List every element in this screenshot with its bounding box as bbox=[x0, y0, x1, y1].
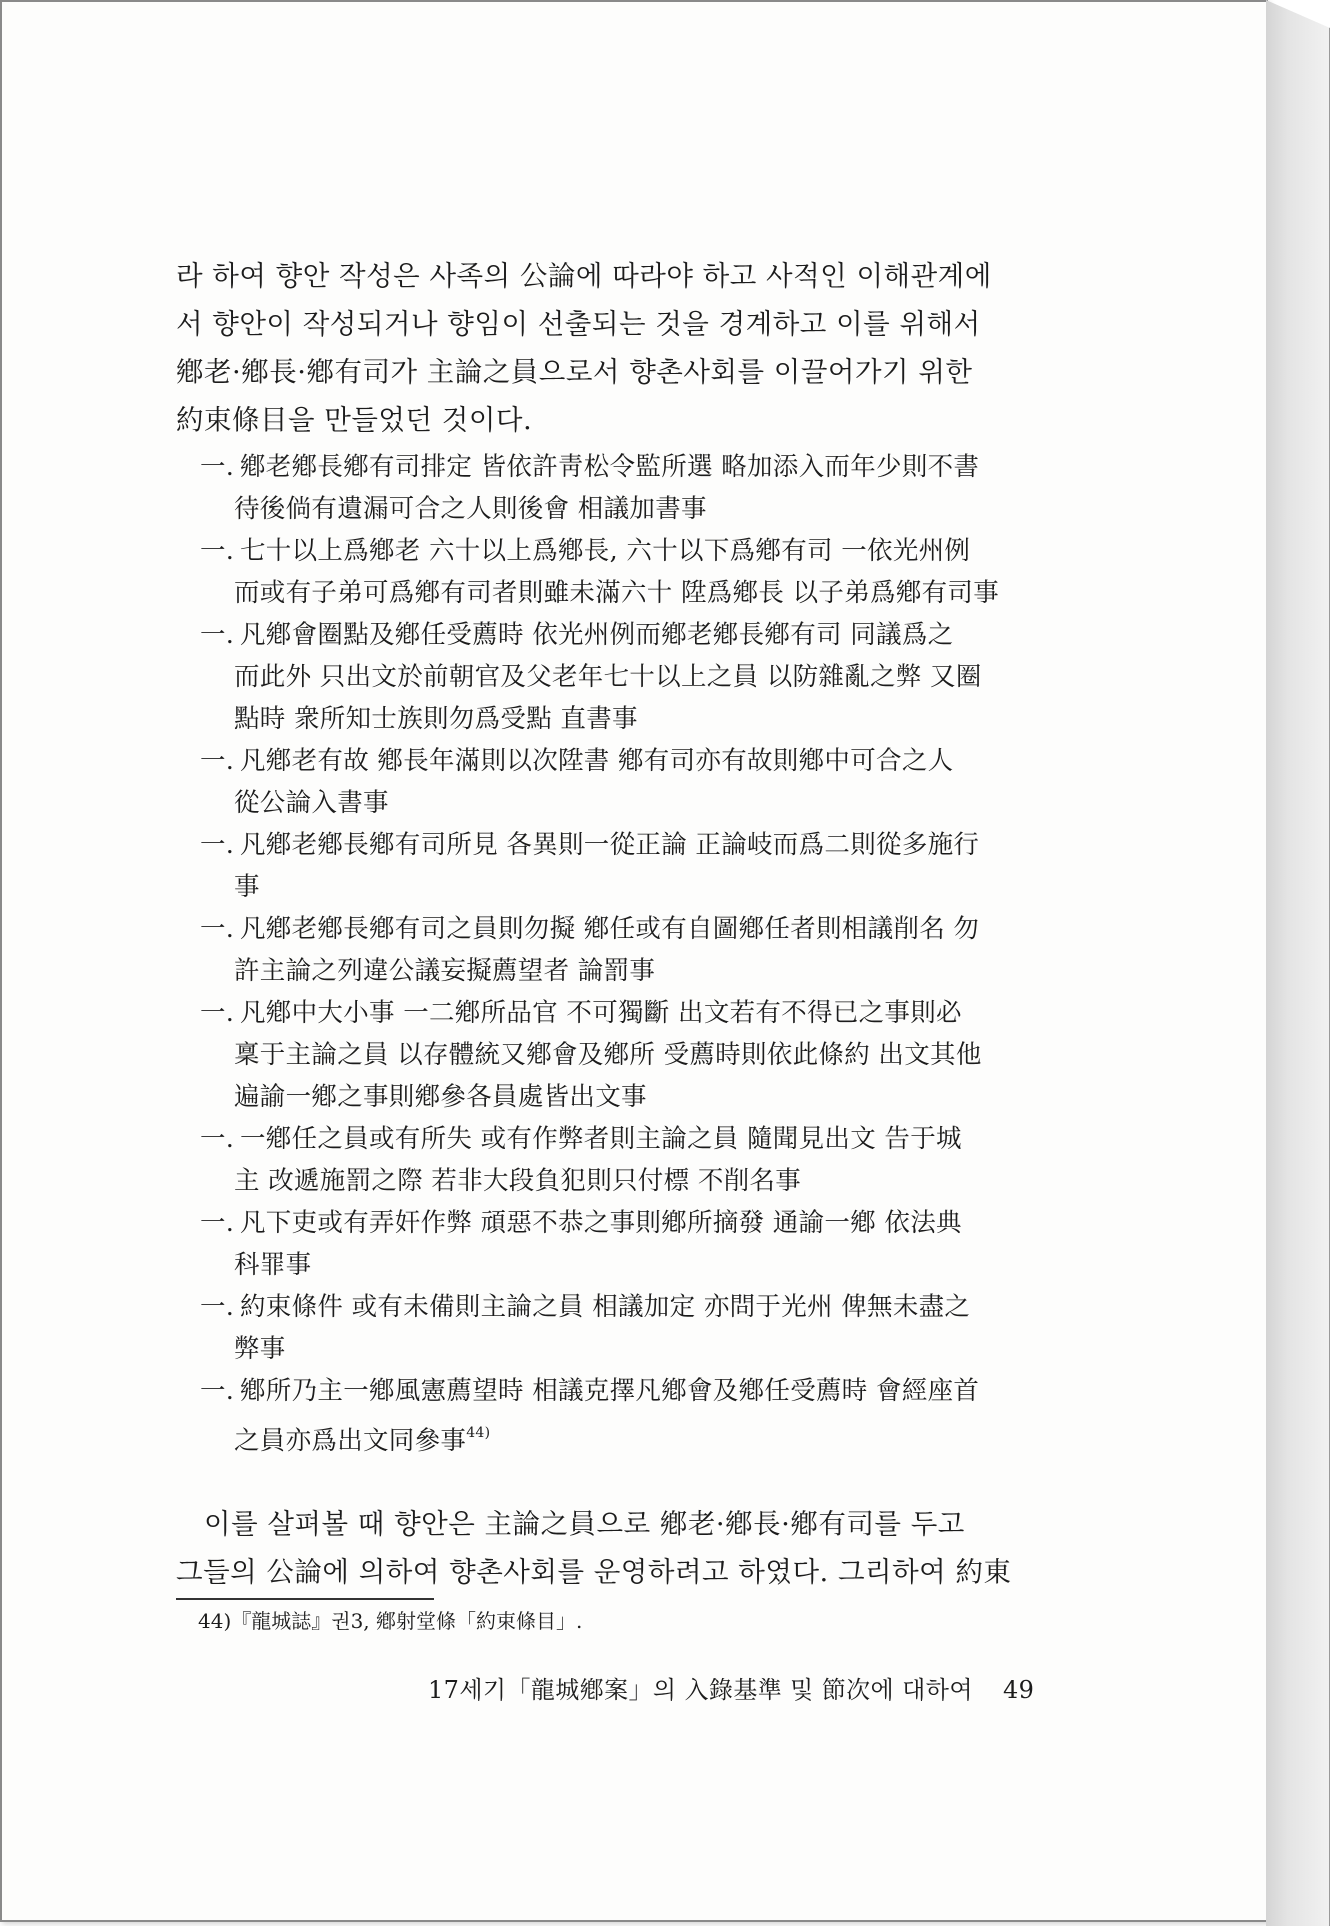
closing-paragraph bbox=[176, 1500, 1064, 1596]
article-text: 凡鄕老鄕長鄕有司之員則勿擬 鄕任或有自圖鄕任者則相議削名 勿 bbox=[240, 914, 980, 944]
article-text: 一鄕任之員或有所失 或有作弊者則主論之員 隨聞見出文 告于城 bbox=[240, 1124, 962, 1154]
article-text: 凡下吏或有弄奸作弊 頑惡不恭之事則鄕所摘發 通諭一鄕 依法典 bbox=[240, 1208, 962, 1238]
article-text: 從公論入書事 bbox=[234, 788, 389, 818]
article-item bbox=[200, 530, 1070, 614]
article-line bbox=[200, 698, 1070, 740]
article-line bbox=[200, 740, 1070, 782]
article-line bbox=[200, 530, 1070, 572]
article-text: 弊事 bbox=[234, 1334, 286, 1364]
article-item bbox=[200, 1202, 1070, 1286]
article-item bbox=[200, 908, 1070, 992]
article-bullet: 一. bbox=[200, 1292, 235, 1322]
intro-line: 서 향안이 작성되거나 향임이 선출되는 것을 경계하고 이를 위해서 bbox=[176, 308, 981, 340]
article-text: 點時 衆所知士族則勿爲受點 直書事 bbox=[234, 704, 638, 734]
article-bullet: 一. bbox=[200, 830, 235, 860]
article-line bbox=[200, 992, 1070, 1034]
footnote-divider bbox=[176, 1598, 434, 1600]
running-footer bbox=[428, 1672, 1034, 1708]
article-item bbox=[200, 614, 1070, 740]
article-line bbox=[200, 950, 1070, 992]
intro-line: 鄕老·鄕長·鄕有司가 主論之員으로서 향촌사회를 이끌어가기 위한 bbox=[176, 356, 973, 388]
article-line bbox=[200, 1034, 1070, 1076]
article-bullet: 一. bbox=[200, 536, 235, 566]
article-line bbox=[200, 1076, 1070, 1118]
article-text: 七十以上爲鄕老 六十以上爲鄕長, 六十以下爲鄕有司 一依光州例 bbox=[240, 536, 971, 566]
article-line bbox=[200, 656, 1070, 698]
article-line bbox=[200, 446, 1070, 488]
article-text: 凡鄕中大小事 一二鄕所品官 不可獨斷 出文若有不得已之事則必 bbox=[240, 998, 962, 1028]
footnote: 44)『龍城誌』권3, 鄕射堂條「約束條目」. bbox=[198, 1609, 583, 1633]
article-bullet: 一. bbox=[200, 1124, 235, 1154]
article-text: 遍諭一鄕之事則鄕參各員處皆出文事 bbox=[234, 1082, 647, 1112]
article-line bbox=[200, 488, 1070, 530]
article-line bbox=[200, 1160, 1070, 1202]
article-line bbox=[200, 866, 1070, 908]
article-line bbox=[200, 1412, 1070, 1454]
article-bullet: 一. bbox=[200, 620, 235, 650]
article-line bbox=[200, 1286, 1070, 1328]
article-text: 之員亦爲出文同參事 bbox=[234, 1426, 467, 1456]
article-text: 科罪事 bbox=[234, 1250, 312, 1280]
article-bullet: 一. bbox=[200, 914, 235, 944]
article-line bbox=[200, 1328, 1070, 1370]
article-text: 約束條件 或有未備則主論之員 相議加定 亦問于光州 俾無未盡之 bbox=[240, 1292, 971, 1322]
article-text: 凡鄕老有故 鄕長年滿則以次陞書 鄕有司亦有故則鄕中可合之人 bbox=[240, 746, 954, 776]
intro-line: 라 하여 향안 작성은 사족의 公論에 따라야 하고 사적인 이해관계에 bbox=[176, 260, 992, 292]
closing-line: 그들의 公論에 의하여 향촌사회를 운영하려고 하였다. 그리하여 約東 bbox=[176, 1556, 1012, 1588]
article-text: 許主論之列違公議妄擬薦望者 論罰事 bbox=[234, 956, 656, 986]
article-item bbox=[200, 824, 1070, 908]
article-bullet: 一. bbox=[200, 746, 235, 776]
article-bullet: 一. bbox=[200, 1376, 235, 1406]
article-line bbox=[200, 1370, 1070, 1412]
page-number: 49 bbox=[1002, 1676, 1035, 1704]
footnote-reference: 44) bbox=[466, 1425, 491, 1441]
article-line bbox=[200, 1118, 1070, 1160]
article-item bbox=[200, 1118, 1070, 1202]
article-text: 主 改遞施罰之際 若非大段負犯則只付標 不削名事 bbox=[234, 1166, 802, 1196]
intro-line: 約束條目을 만들었던 것이다. bbox=[176, 404, 533, 436]
intro-paragraph bbox=[176, 252, 1064, 444]
running-footer-title: 17세기「龍城鄕案」의 入錄基準 및 節次에 대하여 bbox=[428, 1676, 973, 1704]
article-item bbox=[200, 1370, 1070, 1454]
article-text: 事 bbox=[234, 872, 260, 902]
article-text: 鄕老鄕長鄕有司排定 皆依許靑松令監所選 略加添入而年少則不書 bbox=[240, 452, 980, 482]
article-text: 鄕所乃主一鄕風憲薦望時 相議克擇凡鄕會及鄕任受薦時 會經座首 bbox=[240, 1376, 980, 1406]
article-item bbox=[200, 446, 1070, 530]
article-text: 而或有子弟可爲鄕有司者則雖未滿六十 陞爲鄕長 以子弟爲鄕有司事 bbox=[234, 578, 1000, 608]
article-bullet: 一. bbox=[200, 452, 235, 482]
article-text: 稟于主論之員 以存體統又鄕會及鄕所 受薦時則依此條約 出文其他 bbox=[234, 1040, 982, 1070]
closing-line: 이를 살펴볼 때 향안은 主論之員으로 鄕老·鄕長·鄕有司를 두고 bbox=[204, 1508, 965, 1540]
article-line bbox=[200, 908, 1070, 950]
article-item bbox=[200, 1286, 1070, 1370]
article-bullet: 一. bbox=[200, 998, 235, 1028]
article-line bbox=[200, 782, 1070, 824]
regulation-articles bbox=[200, 446, 1070, 1454]
article-bullet: 一. bbox=[200, 1208, 235, 1238]
article-text: 待後倘有遺漏可合之人則後會 相議加書事 bbox=[234, 494, 707, 524]
page-stack-edge bbox=[1266, 0, 1330, 1926]
article-item bbox=[200, 992, 1070, 1118]
article-text: 凡鄕會圈點及鄕任受薦時 依光州例而鄕老鄕長鄕有司 同議爲之 bbox=[240, 620, 954, 650]
article-line bbox=[200, 1244, 1070, 1286]
article-line bbox=[200, 614, 1070, 656]
article-line bbox=[200, 572, 1070, 614]
article-item bbox=[200, 740, 1070, 824]
article-text: 凡鄕老鄕長鄕有司所見 各異則一從正論 正論岐而爲二則從多施行 bbox=[240, 830, 980, 860]
article-text: 而此外 只出文於前朝官及父老年七十以上之員 以防雜亂之弊 又圈 bbox=[234, 662, 982, 692]
article-line bbox=[200, 1202, 1070, 1244]
article-line bbox=[200, 824, 1070, 866]
